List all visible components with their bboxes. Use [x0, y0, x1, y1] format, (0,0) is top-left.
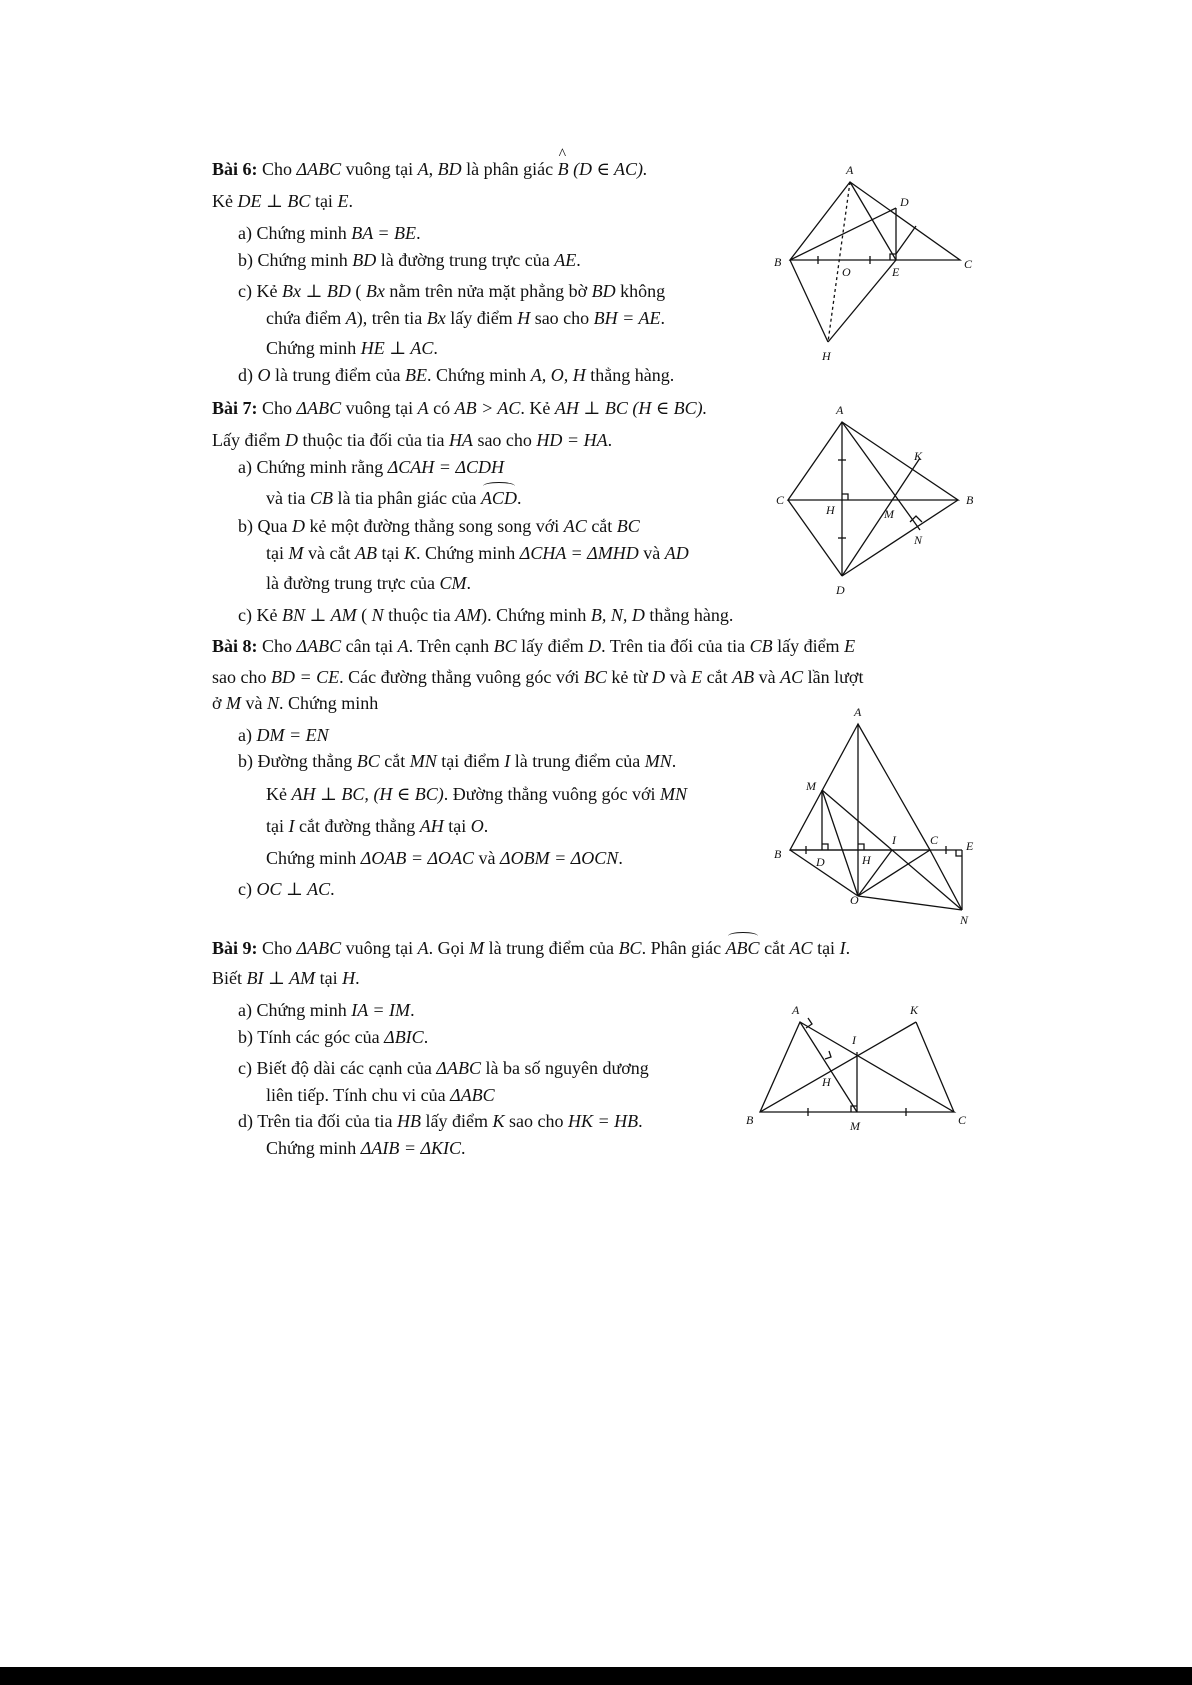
b6-line-1: Bài 6: Cho ΔABC vuông tại A, BD là phân giác ^ B (D ∈ AC). — [212, 158, 648, 180]
page-bottom-bar — [0, 1667, 1192, 1685]
b7-item-b-3: là đường trung trực của CM. — [266, 573, 471, 593]
b7-figure — [770, 402, 980, 602]
label-a: A — [792, 1003, 800, 1017]
triangle-abc — [788, 422, 958, 500]
b6-line-2: Kẻ DE ⊥ BC tại E. — [212, 191, 353, 211]
b8-item-c: c) OC ⊥ AC. — [238, 879, 335, 899]
b8-line-2: sao cho BD = CE. Các đường thẳng vuông góc với BC kẻ từ D và E cắt AB và AC lần lượt — [212, 667, 864, 687]
label-n: N — [914, 533, 923, 547]
label-c: C — [958, 1113, 967, 1127]
exercise-label: Bài 8: — [212, 636, 258, 656]
b9-item-a: a) Chứng minh IA = IM. — [238, 1000, 415, 1020]
label-m: M — [850, 1119, 860, 1133]
extension-line — [896, 226, 916, 254]
label-e: E — [966, 839, 974, 853]
b9-figure — [730, 1000, 980, 1140]
label-e: E — [892, 265, 900, 279]
b6-item-a: a) Chứng minh BA = BE. — [238, 223, 421, 243]
label-c: C — [964, 257, 973, 271]
right-angle-mark — [842, 494, 848, 500]
label-o: O — [850, 893, 859, 907]
b6-figure — [770, 160, 980, 370]
exercise-label: Bài 6: — [212, 159, 258, 179]
label-a: A — [846, 163, 854, 177]
b9-item-c-2: liên tiếp. Tính chu vi của ΔABC — [266, 1085, 495, 1105]
b8-line-1: Bài 8: Cho ΔABC cân tại A. Trên cạnh BC lấy điểm D. Trên tia đối của tia CB lấy điểm E — [212, 636, 856, 656]
b7-line-2: Lấy điểm D thuộc tia đối của tia HA sao cho HD = HA. — [212, 430, 613, 450]
label-i: I — [852, 1033, 856, 1047]
b8-item-b-3: tại I cắt đường thẳng AH tại O. — [266, 816, 489, 836]
triangle-abc — [790, 182, 960, 260]
b6-item-d: d) O là trung điểm của BE. Chứng minh A, O, H thẳng hàng. — [238, 365, 675, 385]
label-i: I — [892, 833, 896, 847]
label-a: A — [854, 705, 862, 719]
label-c: C — [776, 493, 785, 507]
b7-item-b-1: b) Qua D kẻ một đường thẳng song song với AC cắt BC — [238, 516, 640, 536]
line-bk — [760, 1022, 916, 1112]
right-angle-mark — [822, 844, 828, 850]
b7-line-1: Bài 7: Cho ΔABC vuông tại A có AB > AC. Kẻ AH ⊥ BC (H ∈ BC). — [212, 398, 708, 418]
label-m: M — [884, 507, 894, 521]
label-h: H — [862, 853, 871, 867]
segment-db — [842, 500, 958, 576]
label-h: H — [822, 349, 831, 363]
extension-cn — [930, 850, 962, 910]
b7-item-a-1: a) Chứng minh rằng ΔCAH = ΔCDH — [238, 457, 505, 477]
segment-ae — [850, 182, 896, 260]
label-n: N — [960, 913, 969, 927]
label-d: D — [900, 195, 909, 209]
b6-item-b: b) Chứng minh BD là đường trung trực của AE. — [238, 250, 581, 270]
b8-item-a: a) DM = EN — [238, 725, 329, 745]
ray-bx — [790, 260, 828, 342]
right-angle-mark — [825, 1051, 831, 1059]
b9-item-c-1: c) Biết độ dài các cạnh của ΔABC là ba số nguyên dương — [238, 1058, 649, 1078]
right-angle-mark — [956, 850, 962, 856]
exercise-label: Bài 9: — [212, 938, 258, 958]
b6-item-c-2: chứa điểm A), trên tia Bx lấy điểm H sao cho BH = AE. — [266, 308, 665, 328]
segment-on — [858, 896, 962, 910]
b6-item-c-1: c) Kẻ Bx ⊥ BD ( Bx nằm trên nửa mặt phẳng bờ BD không — [238, 281, 666, 301]
b7-item-b-2: tại M và cắt AB tại K. Chứng minh ΔCHA = ΔMHD và AD — [266, 543, 689, 563]
b6-item-c-3: Chứng minh HE ⊥ AC. — [266, 338, 438, 358]
label-m: M — [806, 779, 816, 793]
b9-line-1: Bài 9: Cho ΔABC vuông tại A. Gọi M là trung điểm của BC. Phân giác ABC cắt AC tại I. — [212, 938, 851, 958]
label-b: B — [966, 493, 974, 507]
segment-kc — [916, 1022, 954, 1112]
b9-line-2: Biết BI ⊥ AM tại H. — [212, 968, 360, 988]
b9-item-d-1: d) Trên tia đối của tia HB lấy điểm K sao cho HK = HB. — [238, 1111, 643, 1131]
label-d: D — [836, 583, 845, 597]
right-angle-mark — [858, 844, 864, 850]
b8-item-b-1: b) Đường thẳng BC cắt MN tại điểm I là trung điểm của MN. — [238, 751, 677, 771]
b7-item-c: c) Kẻ BN ⊥ AM ( N thuộc tia AM). Chứng minh B, N, D thẳng hàng. — [238, 605, 734, 625]
label-o: O — [842, 265, 851, 279]
label-h: H — [822, 1075, 831, 1089]
b7-item-a-2: và tia CB là tia phân giác của ACD. — [266, 488, 522, 508]
exercise-label: Bài 7: — [212, 398, 258, 418]
segment-am — [800, 1022, 857, 1112]
b8-item-b-4: Chứng minh ΔOAB = ΔOAC và ΔOBM = ΔOCN. — [266, 848, 623, 868]
b8-item-b-2: Kẻ AH ⊥ BC, (H ∈ BC). Đường thẳng vuông góc với MN — [266, 784, 688, 804]
b8-figure — [770, 704, 980, 930]
b9-item-b: b) Tính các góc của ΔBIC. — [238, 1027, 429, 1047]
label-c: C — [930, 833, 939, 847]
label-h: H — [826, 503, 835, 517]
label-d: D — [816, 855, 825, 869]
b9-item-d-2: Chứng minh ΔAIB = ΔKIC. — [266, 1138, 466, 1158]
label-k: K — [914, 449, 923, 463]
label-b: B — [746, 1113, 754, 1127]
label-b: B — [774, 847, 782, 861]
b8-line-3: ở M và N. Chứng minh — [212, 693, 379, 713]
label-k: K — [910, 1003, 919, 1017]
label-b: B — [774, 255, 782, 269]
label-a: A — [836, 403, 844, 417]
